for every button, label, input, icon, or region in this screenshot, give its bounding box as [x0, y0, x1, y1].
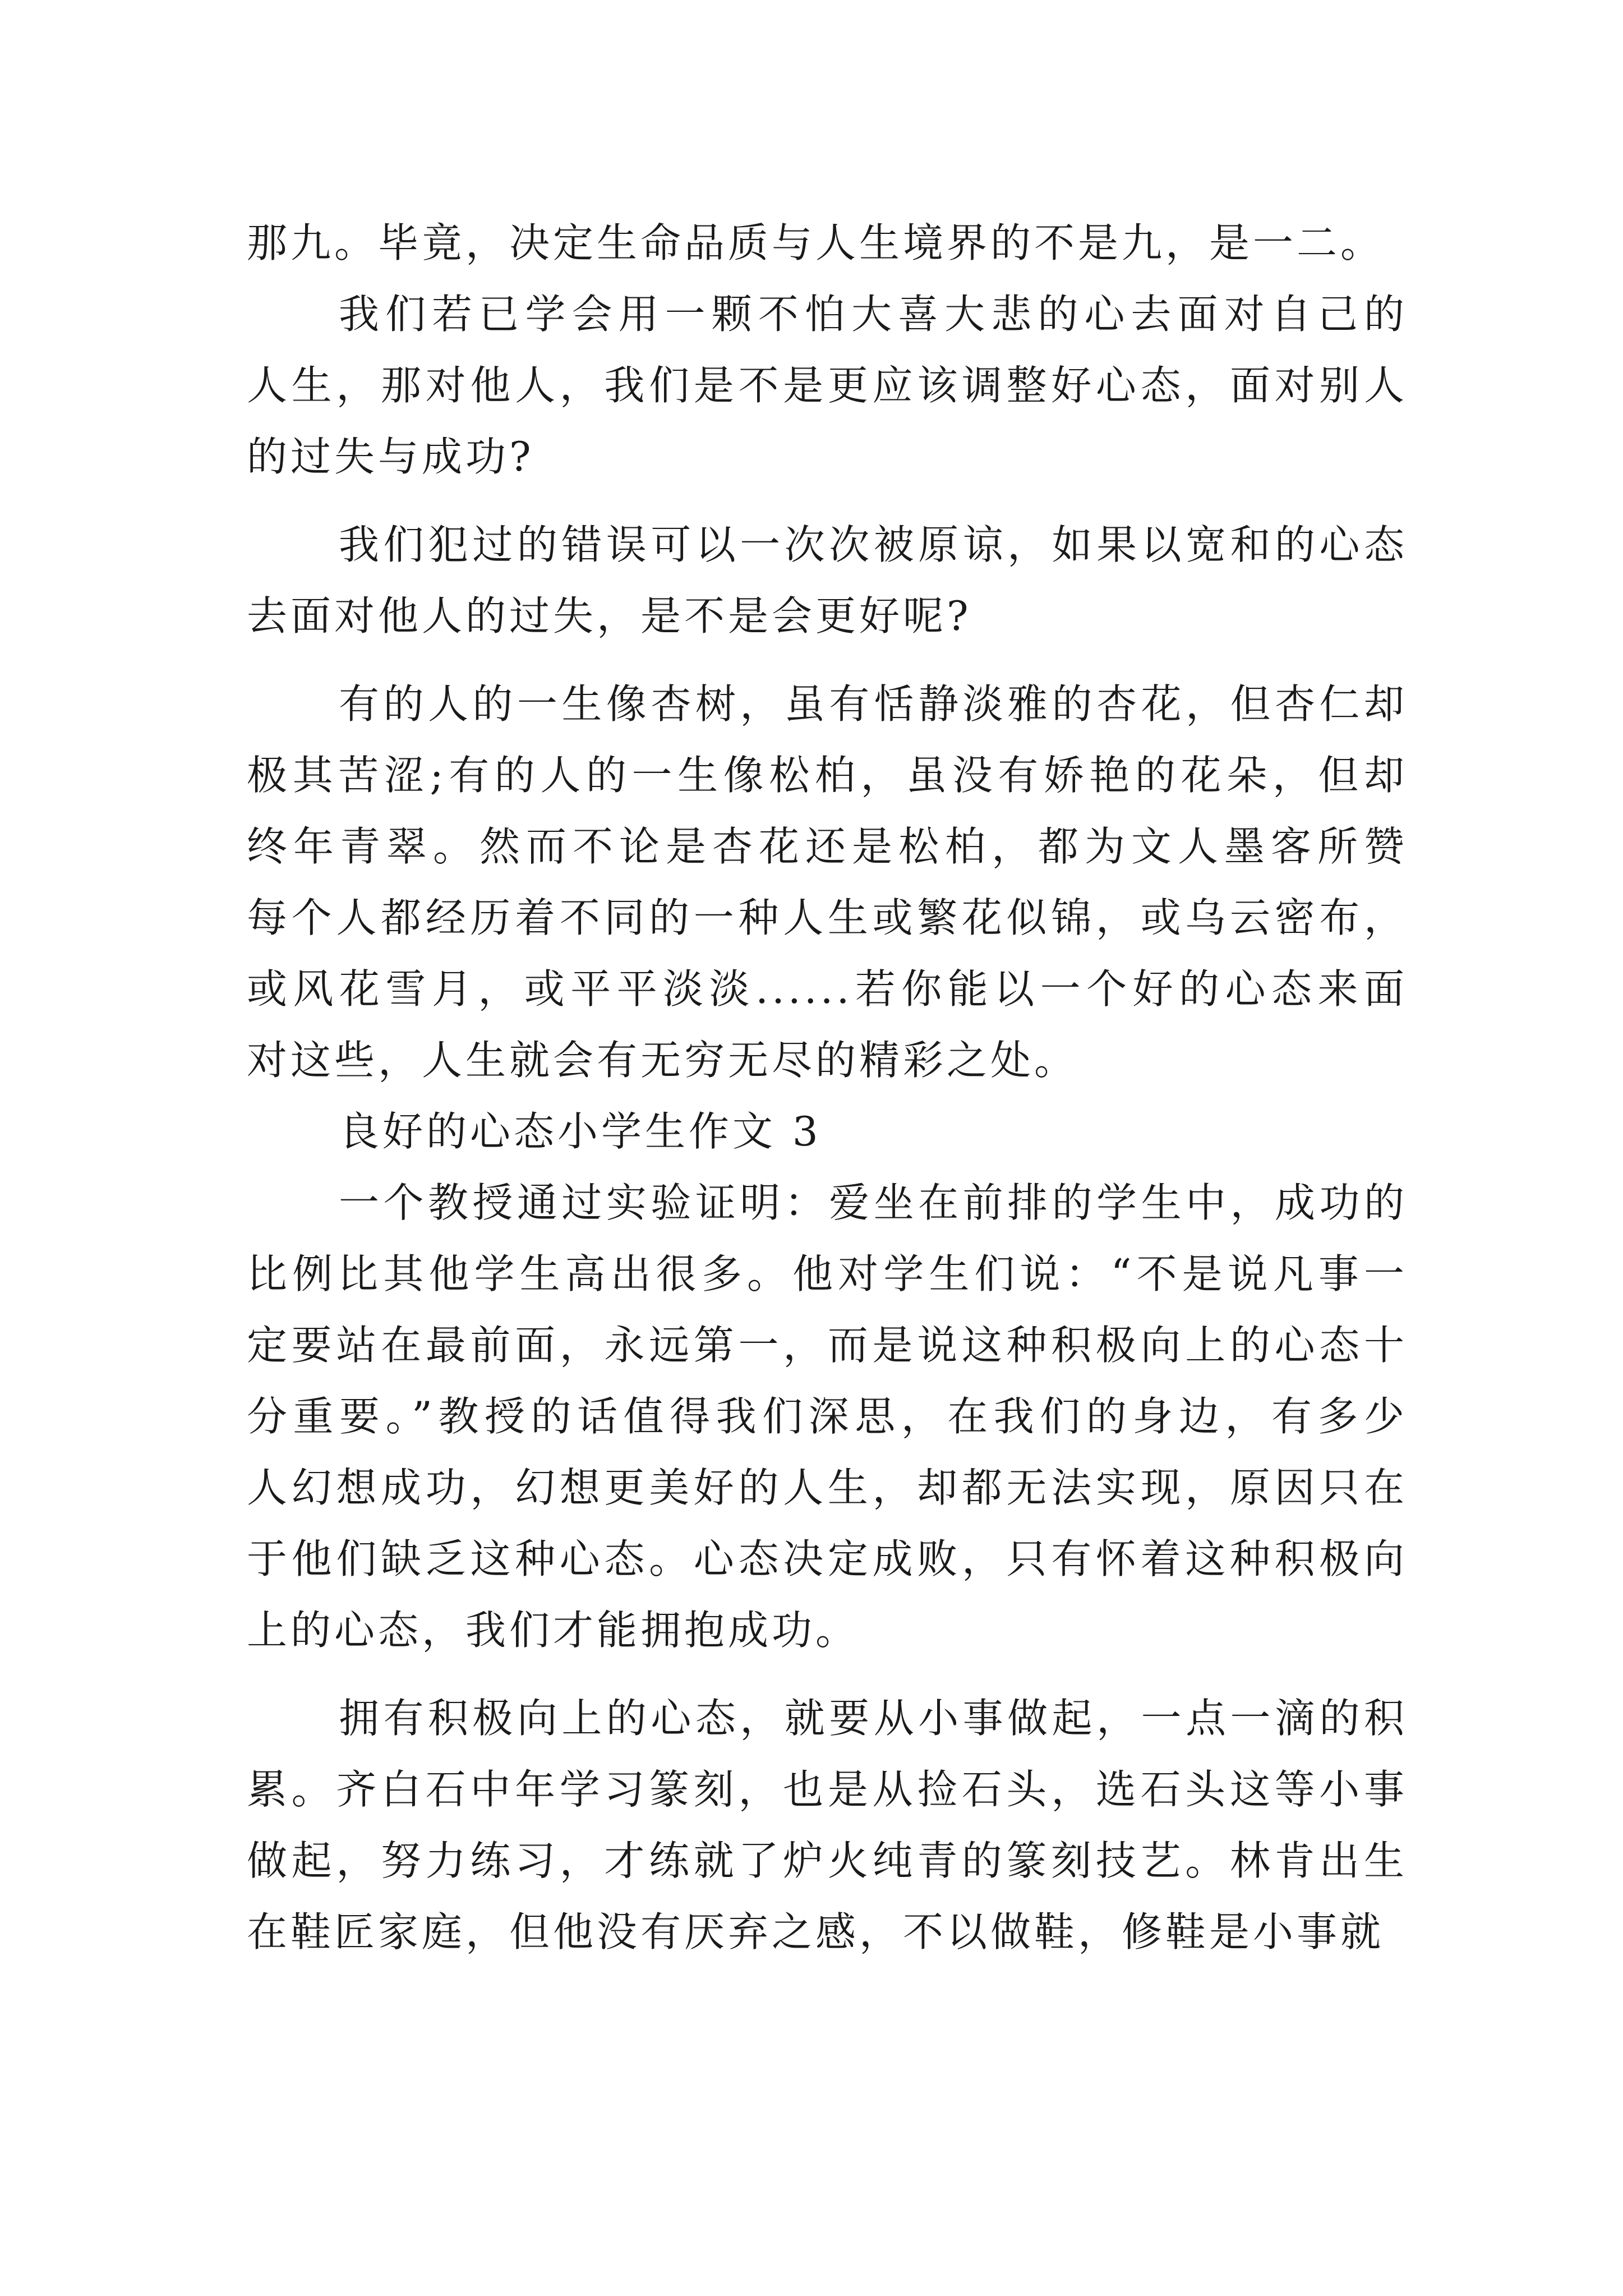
text-line: 人生，那对他人，我们是不是更应该调整好心态，面对别人 [247, 362, 1408, 409]
text-line: 对这些，人生就会有无穷无尽的精彩之处。 [247, 1037, 1078, 1084]
text-line: 我们犯过的错误可以一次次被原谅，如果以宽和的心态 [339, 521, 1408, 568]
text-line: 那九。毕竟，决定生命品质与人生境界的不是九，是一二。 [247, 219, 1385, 266]
text-line: 上的心态，我们才能拥抱成功。 [247, 1607, 860, 1654]
paragraph-gap [247, 493, 1408, 509]
text-line: 良好的心态小学生作文 3 [339, 1108, 822, 1155]
section-heading [247, 1096, 1408, 1167]
text-line: 或风花雪月，或平平淡淡......若你能以一个好的心态来面 [247, 965, 1408, 1013]
text-line: 我们若已学会用一颗不怕大喜大悲的心去面对自己的 [339, 291, 1408, 338]
article-body [247, 208, 1408, 1968]
paragraph-gap [247, 1666, 1408, 1683]
text-line: 分重要。”教授的话值得我们深思，在我们的身边，有多少 [247, 1393, 1408, 1440]
text-line: 拥有积极向上的心态，就要从小事做起，一点一滴的积 [339, 1695, 1408, 1742]
paragraph [247, 669, 1408, 1096]
text-line: 一个教授通过实验证明：爱坐在前排的学生中，成功的 [339, 1179, 1408, 1226]
paragraph [247, 1683, 1408, 1968]
text-line: 有的人的一生像杏树，虽有恬静淡雅的杏花，但杏仁却 [339, 680, 1408, 728]
paragraph [247, 1167, 1408, 1666]
text-line: 定要站在最前面，永远第一，而是说这种积极向上的心态十 [247, 1322, 1408, 1369]
paragraph-gap [247, 652, 1408, 669]
text-line: 人幻想成功，幻想更美好的人生，却都无法实现，原因只在 [247, 1464, 1408, 1511]
text-line: 终年青翠。然而不论是杏花还是松柏，都为文人墨客所赞 [247, 823, 1408, 870]
text-line: 累。齐白石中年学习篆刻，也是从捡石头，选石头这等小事 [247, 1766, 1408, 1813]
paragraph [247, 208, 1408, 279]
text-line: 比例比其他学生高出很多。他对学生们说：“不是说凡事一 [247, 1250, 1408, 1297]
text-line: 极其苦涩;有的人的一生像松柏，虽没有娇艳的花朵，但却 [247, 752, 1408, 799]
paragraph [247, 509, 1408, 652]
text-line: 于他们缺乏这种心态。心态决定成败，只有怀着这种积极向 [247, 1535, 1408, 1582]
text-line: 每个人都经历着不同的一种人生或繁花似锦，或乌云密布， [247, 894, 1408, 941]
text-line: 在鞋匠家庭，但他没有厌弃之感，不以做鞋，修鞋是小事就 [247, 1908, 1385, 1955]
text-line: 的过失与成功? [247, 433, 534, 480]
text-line: 做起，努力练习，才练就了炉火纯青的篆刻技艺。林肯出生 [247, 1837, 1408, 1884]
paragraph [247, 279, 1408, 493]
text-line: 去面对他人的过失，是不是会更好呢? [247, 592, 972, 639]
